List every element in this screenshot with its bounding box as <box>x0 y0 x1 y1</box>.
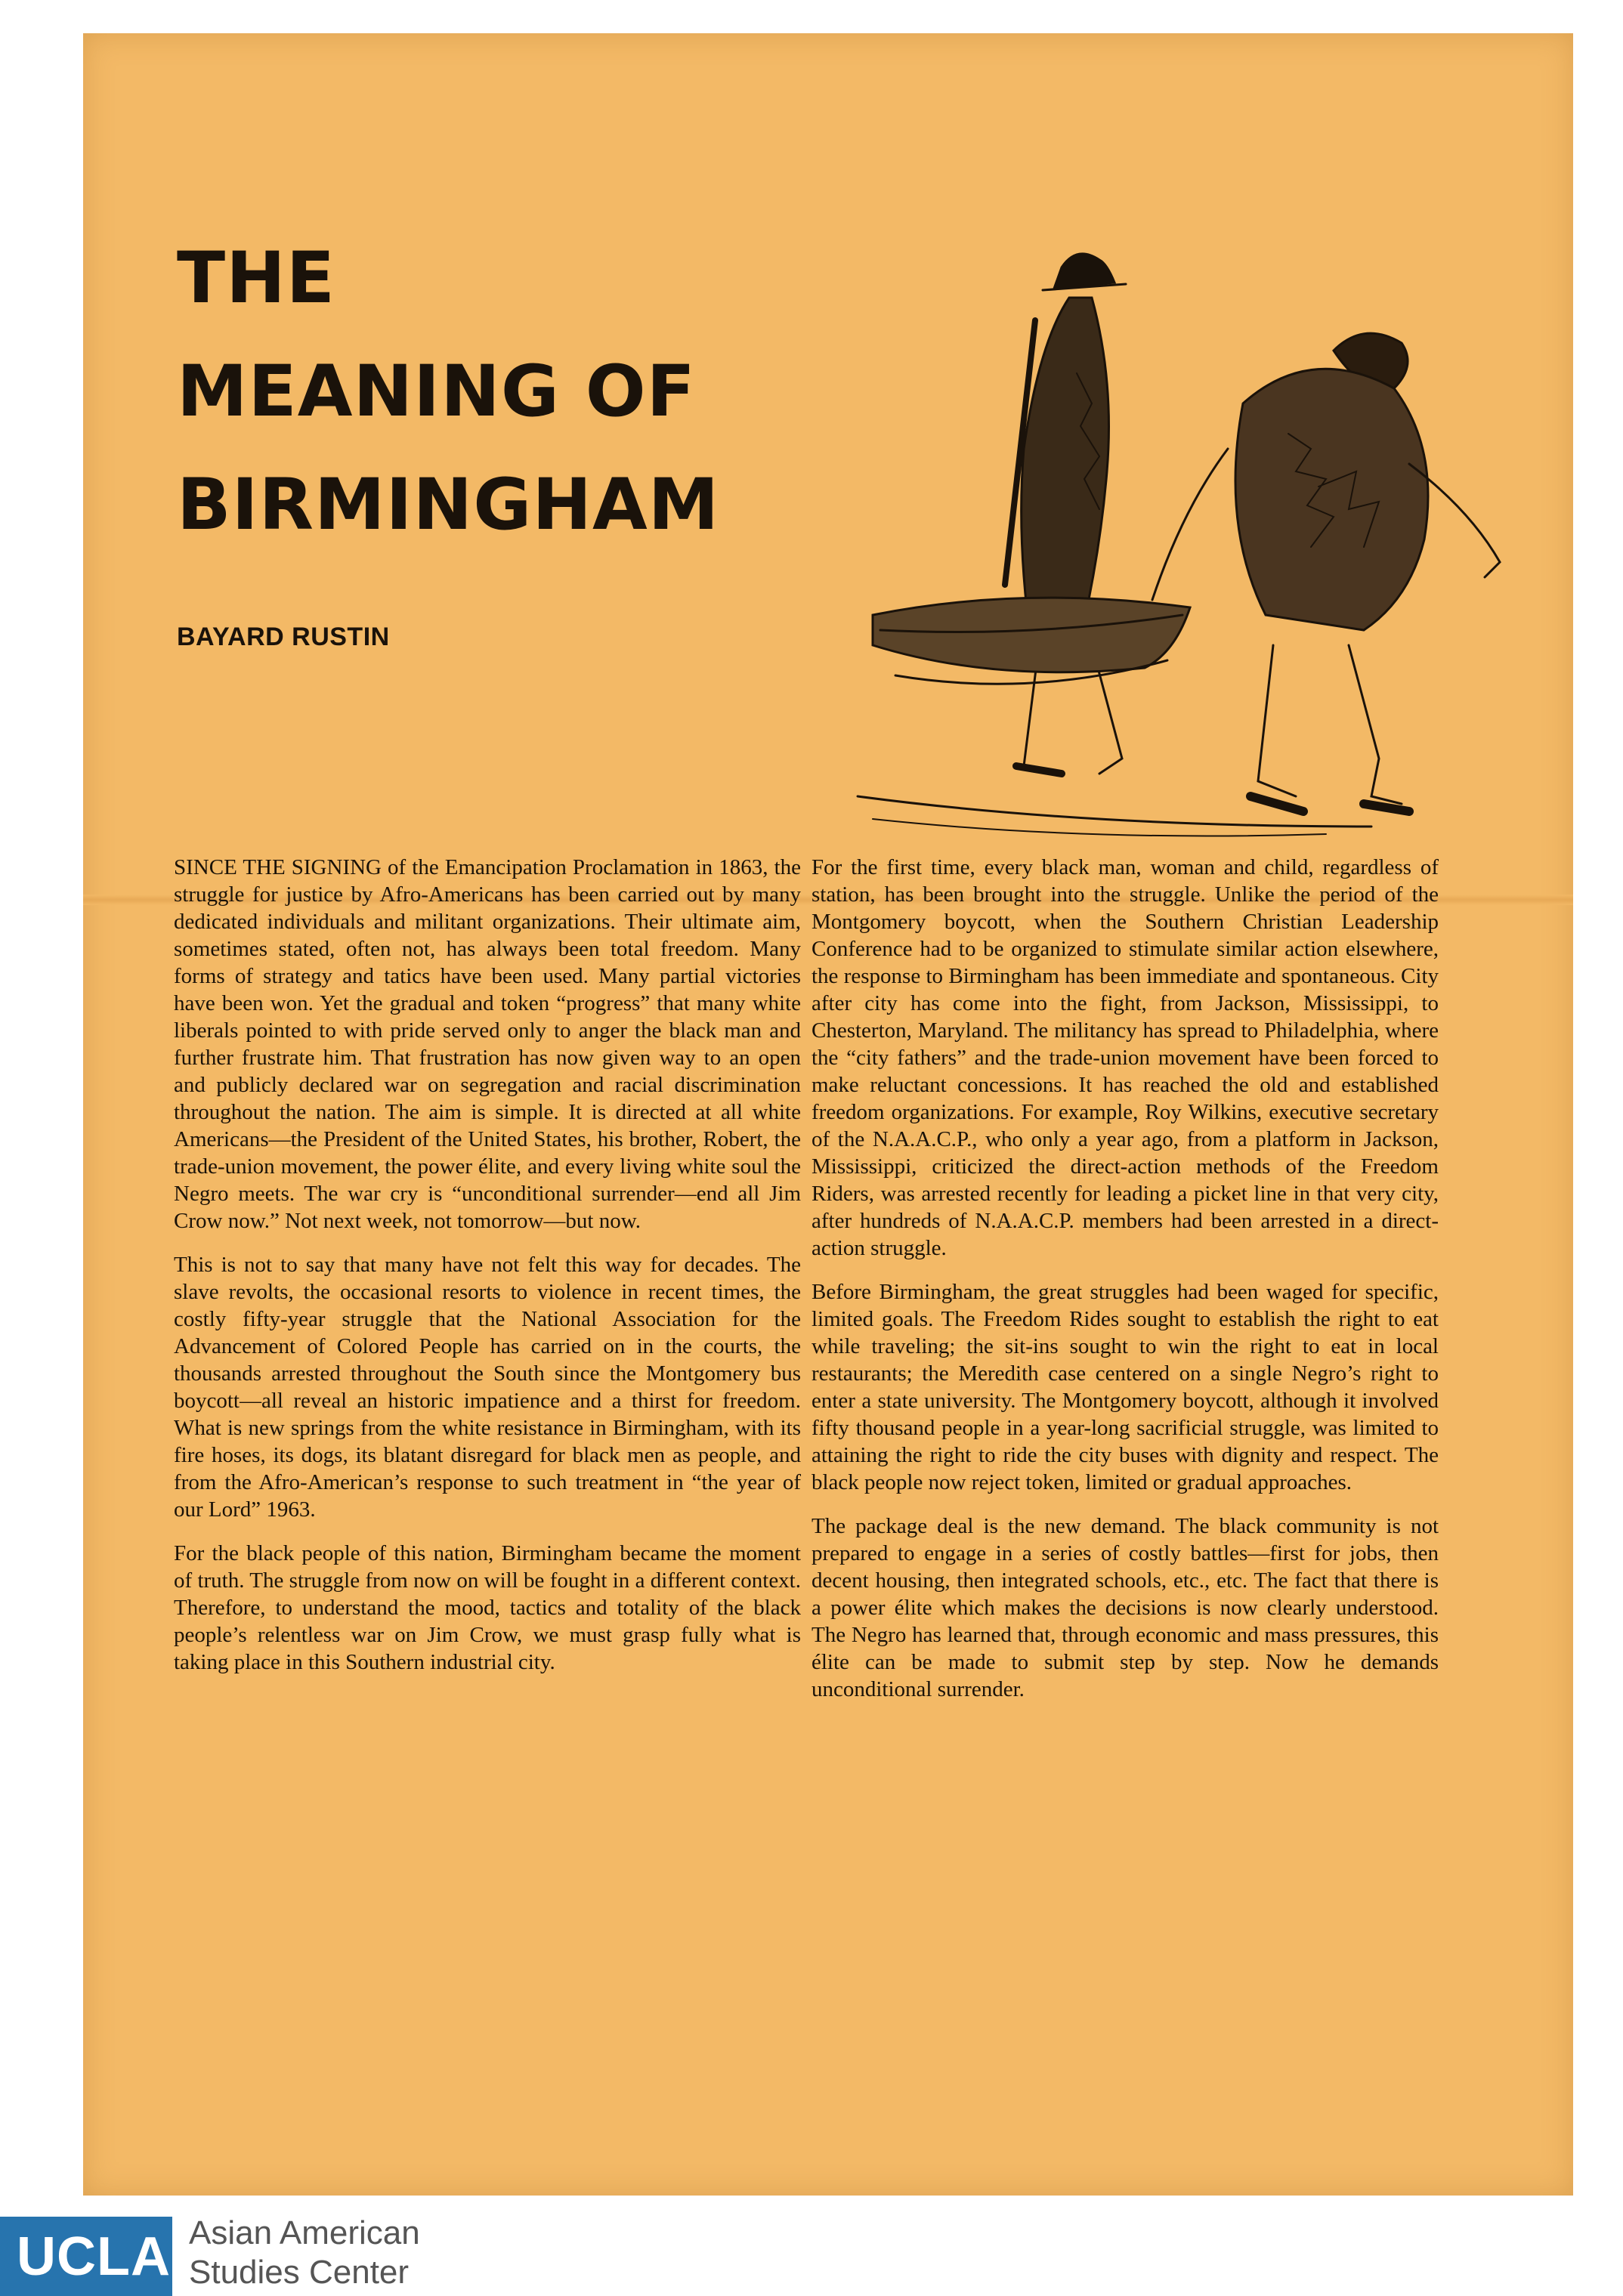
center-name-line1: Asian American <box>189 2214 420 2251</box>
paragraph: For the first time, every black man, woman and child, regardless of station, has been brought into the struggle. Unlike the period of the Montgomery boycott, when the Southern Christian Leadership Conference had to be organized to stimulate similar action elsewhere, the response to Birmingham has been immediate and spontaneous. City after city has come into the fight, from Jackson, Mississippi, to Chesterton, Maryland. The militancy has spread to Philadelphia, where the “city fathers” and the trade-union movement have been forced to make reluctant concessions. It has reached the old and established freedom organizations. For example, Roy Wilkins, executive secretary of the N.A.A.C.P., who only a year ago, from a platform in Jackson, Mississippi, criticized the direct-action methods of the Freedom Riders, was arrested recently for leading a picket line in that very city, after hundreds of N.A.A.C.P. members had been arrested in a direct-action struggle. <box>812 855 1439 1260</box>
article-column-right <box>812 854 1439 1720</box>
paragraph: The package deal is the new demand. The black community is not prepared to engage in a series of costly battles—first for jobs, then decent housing, then integrated schools, etc., etc. The fact that there is a power élite which makes the decisions is now clearly understood. The Negro has learned that, through economic and mass pressures, this élite can be made to submit step by step. Now he demands unconditional surrender. <box>812 1514 1439 1701</box>
article-column-left <box>174 854 801 1692</box>
ucla-logo-text: UCLA <box>17 2226 171 2287</box>
paragraph: This is not to say that many have not felt this way for decades. The slave revolts, the occasional resorts to violence in recent times, the costly fifty-year struggle that the National Association for the Advancement of Colored People has carried on in the courts, the thousands arrested throughout the South since the Montgomery bus boycott—all reveal an historic impatience and a thirst for freedom. What is new springs from the white resistance in Birmingham, with its fire hoses, its dogs, its blatant disregard for black men as people, and from the Afro-American’s response to such treatment in “the year of our Lord” 1963. <box>174 1253 801 1522</box>
title-line-2: MEANING OF <box>177 351 696 433</box>
article-title <box>177 222 719 562</box>
paragraph: For the black people of this nation, Birmingham became the moment of truth. The struggle from now on will be fought in a different context. Therefore, to understand the mood, tactics and totality of the black people’s relentless war on Jim Crow, we must grasp fully what is taking place in this Southern industrial city. <box>174 1541 801 1674</box>
ink-sketch-illustration <box>850 222 1545 864</box>
paragraph: SINCE THE SIGNING of the Emancipation Proclamation in 1863, the struggle for justice by Afro-Americans has been carried out by many dedicated individuals and militant organizations. Their ultimate aim, sometimes stated, often not, has always been total freedom. Many forms of strategy and tatics have been used. Many partial victories have been won. Yet the gradual and token “progress” that many white liberals pointed to with pride served only to anger the black man and further frustrate him. That frustration has now given way to an open and publicly declared war on segregation and racial discrimination throughout the nation. The aim is simple. It is directed at all white Americans—the President of the United States, his brother, Robert, the trade-union movement, the power élite, and every living white soul the Negro meets. The war cry is “unconditional surrender—end all Jim Crow now.” Not next week, not tomorrow—but now. <box>174 855 801 1233</box>
ucla-logo <box>0 2217 172 2296</box>
leaflet-page <box>83 33 1573 2196</box>
center-name-line2: Studies Center <box>189 2254 410 2291</box>
title-line-1: THE <box>177 237 336 320</box>
paragraph: Before Birmingham, the great struggles had been waged for specific, limited goals. The Freedom Rides sought to establish the right to eat while traveling; the sit-ins sought to win the right to eat in local restaurants; the Meredith case centered on a single Negro’s right to enter a state university. The Montgomery boycott, although it involved fifty thousand people in a year-long sacrificial struggle, was limited to attaining the right to ride the city buses with dignity and respect. The black people now reject token, limited or gradual approaches. <box>812 1280 1439 1494</box>
author-byline: BAYARD RUSTIN <box>177 623 390 651</box>
title-line-3: BIRMINGHAM <box>177 464 720 546</box>
center-name <box>189 2214 420 2292</box>
